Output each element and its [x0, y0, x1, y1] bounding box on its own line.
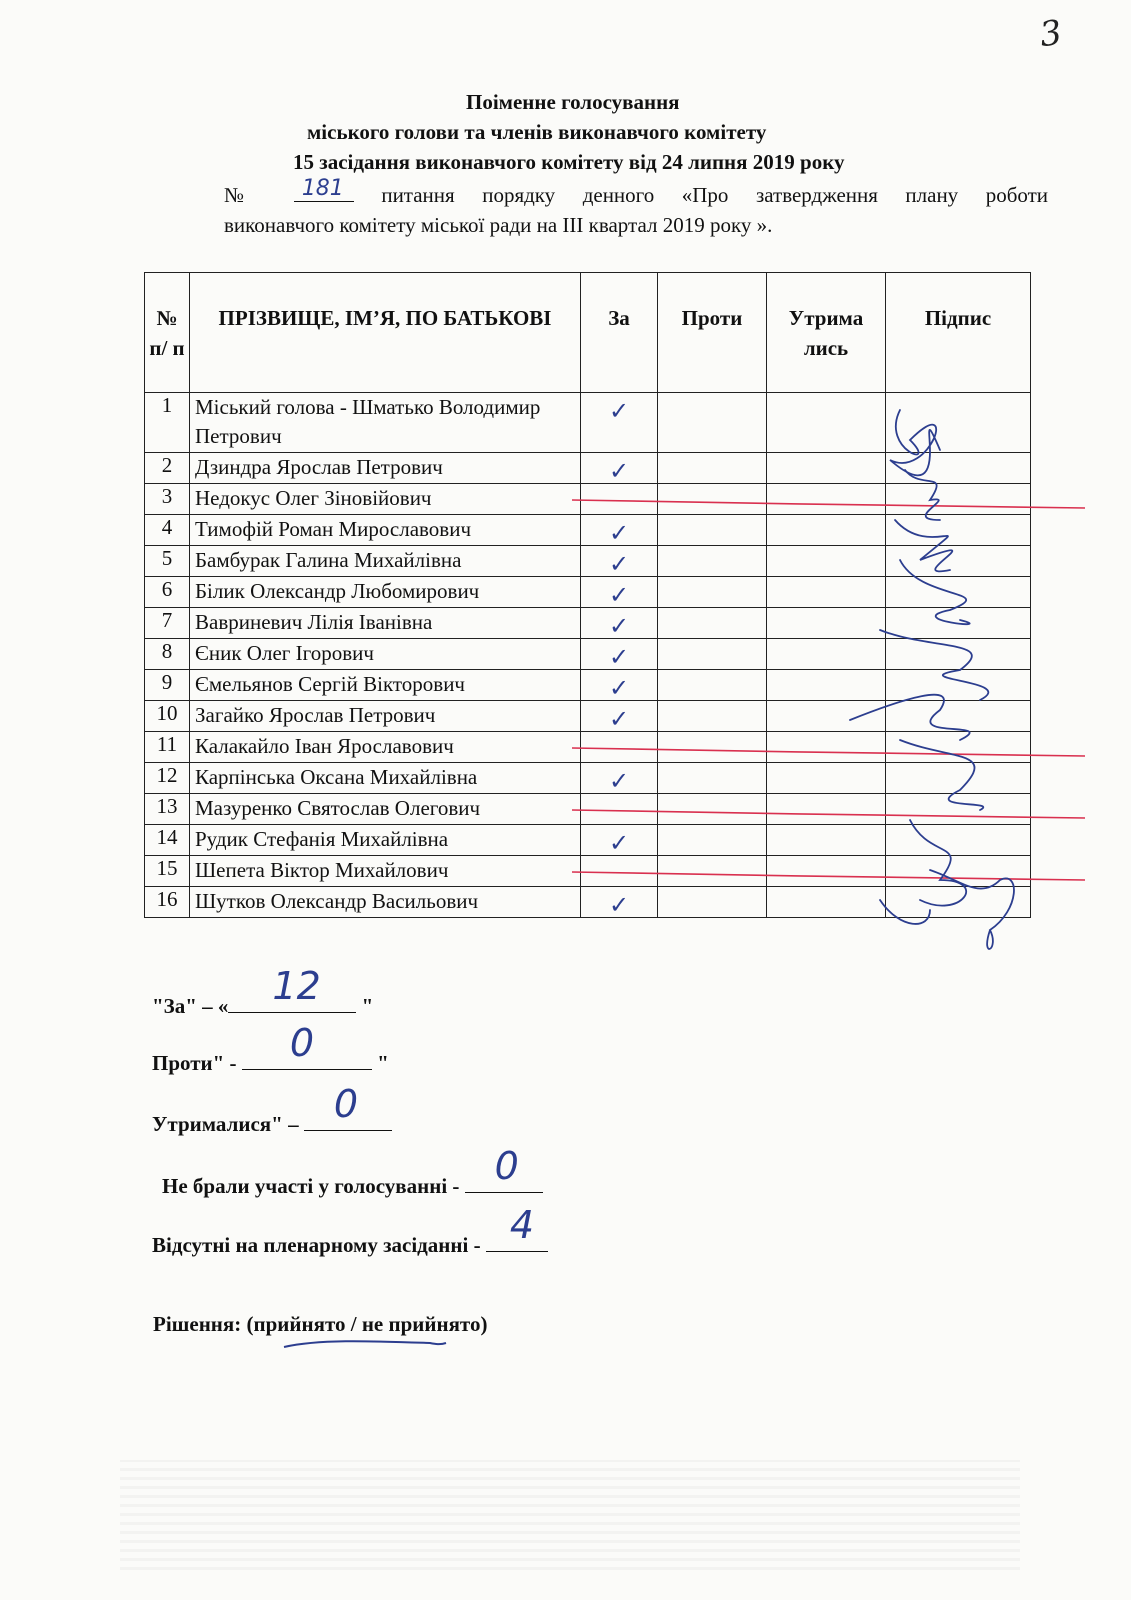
- row-name: Шепета Віктор Михайлович: [190, 856, 581, 887]
- row-name: Рудик Стефанія Михайлівна: [190, 825, 581, 856]
- summary-abstained-label: Утрималися" –: [152, 1112, 299, 1136]
- row-number: 14: [145, 825, 190, 856]
- col-header-abstained: Утрима лись: [767, 273, 886, 393]
- row-against-cell: [658, 794, 767, 825]
- row-name: Загайко Ярослав Петрович: [190, 701, 581, 732]
- table-row: [145, 546, 1031, 577]
- decision-line: Рішення: (прийнято / не прийнято): [153, 1312, 488, 1336]
- row-abstained-cell: [767, 484, 886, 515]
- summary-for-value: 12: [272, 964, 321, 1008]
- agenda-line-1: [224, 176, 1049, 211]
- row-against-cell: [658, 763, 767, 794]
- table-row: [145, 670, 1031, 701]
- table-row: [145, 515, 1031, 546]
- summary-absent-value: 4: [509, 1203, 535, 1247]
- summary-against: [152, 1021, 389, 1076]
- agenda-text-1: питання порядку денного «Про затвердження плану роботи: [381, 183, 1049, 207]
- row-for-cell: [581, 453, 658, 484]
- row-for-cell: [581, 701, 658, 732]
- check-mark-icon: ✓: [608, 769, 630, 795]
- row-signature-cell: [886, 515, 1031, 546]
- check-mark-icon: ✓: [608, 645, 630, 671]
- col-header-against: Проти: [658, 273, 767, 393]
- row-number: 16: [145, 887, 190, 918]
- row-name: Міський голова - Шматько Володимир Петрович: [190, 393, 581, 453]
- row-signature-cell: [886, 794, 1031, 825]
- row-for-cell: [581, 546, 658, 577]
- summary-against-value: 0: [289, 1021, 314, 1065]
- check-mark-icon: ✓: [608, 614, 630, 640]
- check-mark-icon: ✓: [608, 521, 630, 547]
- row-against-cell: [658, 453, 767, 484]
- row-number: 1: [145, 393, 190, 453]
- summary-not-voted-value: 0: [494, 1144, 519, 1188]
- row-signature-cell: [886, 701, 1031, 732]
- row-against-cell: [658, 825, 767, 856]
- row-number: 8: [145, 639, 190, 670]
- document-subtitle: міського голови та членів виконавчого комітету: [307, 120, 767, 144]
- table-row: [145, 484, 1031, 515]
- row-against-cell: [658, 546, 767, 577]
- row-signature-cell: [886, 608, 1031, 639]
- row-against-cell: [658, 515, 767, 546]
- row-for-cell: [581, 393, 658, 453]
- check-mark-icon: ✓: [608, 583, 630, 609]
- row-number: 6: [145, 577, 190, 608]
- summary-absent-blank: [486, 1203, 548, 1252]
- row-signature-cell: [886, 825, 1031, 856]
- row-abstained-cell: [767, 453, 886, 484]
- check-mark-icon: ✓: [608, 459, 630, 485]
- row-abstained-cell: [767, 639, 886, 670]
- table-body: [145, 393, 1031, 918]
- summary-against-label: Проти" -: [152, 1051, 237, 1075]
- summary-not-voted-label: Не брали участі у голосуванні -: [162, 1174, 460, 1198]
- check-mark-icon: ✓: [608, 676, 630, 702]
- row-against-cell: [658, 577, 767, 608]
- check-mark-icon: ✓: [608, 893, 630, 919]
- row-abstained-cell: [767, 701, 886, 732]
- row-abstained-cell: [767, 825, 886, 856]
- row-for-cell: [581, 732, 658, 763]
- roll-call-table: [144, 272, 1031, 918]
- row-abstained-cell: [767, 670, 886, 701]
- row-name: Бамбурак Галина Михайлівна: [190, 546, 581, 577]
- summary-absent-label: Відсутні на пленарному засіданні -: [152, 1233, 481, 1257]
- row-against-cell: [658, 639, 767, 670]
- row-against-cell: [658, 701, 767, 732]
- row-against-cell: [658, 732, 767, 763]
- row-signature-cell: [886, 546, 1031, 577]
- row-signature-cell: [886, 732, 1031, 763]
- table-row: [145, 732, 1031, 763]
- table-row: [145, 393, 1031, 453]
- row-abstained-cell: [767, 732, 886, 763]
- table-row: [145, 639, 1031, 670]
- row-number: 7: [145, 608, 190, 639]
- row-for-cell: [581, 577, 658, 608]
- row-for-cell: [581, 887, 658, 918]
- table-row: [145, 608, 1031, 639]
- row-against-cell: [658, 670, 767, 701]
- check-mark-icon: ✓: [608, 399, 630, 425]
- row-against-cell: [658, 608, 767, 639]
- col-header-number: № п/ п: [145, 273, 190, 393]
- meeting-info: 15 засідання виконавчого комітету від 24 липня 2019 року: [293, 150, 845, 174]
- row-against-cell: [658, 393, 767, 453]
- row-name: Білик Олександр Любомирович: [190, 577, 581, 608]
- check-mark-icon: ✓: [608, 552, 630, 578]
- table-row: [145, 794, 1031, 825]
- row-signature-cell: [886, 484, 1031, 515]
- row-abstained-cell: [767, 794, 886, 825]
- row-name: Єник Олег Ігорович: [190, 639, 581, 670]
- row-number: 5: [145, 546, 190, 577]
- row-number: 4: [145, 515, 190, 546]
- row-abstained-cell: [767, 546, 886, 577]
- row-abstained-cell: [767, 856, 886, 887]
- row-number: 13: [145, 794, 190, 825]
- row-number: 12: [145, 763, 190, 794]
- row-signature-cell: [886, 763, 1031, 794]
- row-number: 11: [145, 732, 190, 763]
- row-number: 9: [145, 670, 190, 701]
- row-for-cell: [581, 794, 658, 825]
- row-signature-cell: [886, 453, 1031, 484]
- row-against-cell: [658, 856, 767, 887]
- agenda-number-sign: №: [224, 183, 267, 207]
- row-signature-cell: [886, 670, 1031, 701]
- summary-against-blank: [242, 1021, 372, 1070]
- row-signature-cell: [886, 577, 1031, 608]
- row-name: Тимофій Роман Мирославович: [190, 515, 581, 546]
- check-mark-icon: ✓: [608, 831, 630, 857]
- summary-against-end: ": [377, 1051, 389, 1075]
- row-abstained-cell: [767, 577, 886, 608]
- row-name: Шутков Олександр Васильович: [190, 887, 581, 918]
- summary-for-label: "За" – «: [152, 994, 229, 1018]
- row-for-cell: [581, 670, 658, 701]
- row-name: Дзиндра Ярослав Петрович: [190, 453, 581, 484]
- row-for-cell: [581, 608, 658, 639]
- row-abstained-cell: [767, 887, 886, 918]
- summary-absent: [152, 1203, 548, 1258]
- row-number: 15: [145, 856, 190, 887]
- summary-for-end: ": [361, 994, 374, 1018]
- row-name: Недокус Олег Зіновійович: [190, 484, 581, 515]
- table-row: [145, 856, 1031, 887]
- col-header-name: ПРІЗВИЩЕ, ІМ’Я, ПО БАТЬКОВІ: [190, 273, 581, 393]
- summary-not-voted-blank: [465, 1144, 543, 1193]
- row-abstained-cell: [767, 763, 886, 794]
- table-row: [145, 701, 1031, 732]
- decision-underline-scribble: [280, 1333, 450, 1353]
- row-for-cell: [581, 856, 658, 887]
- summary-for-blank: [228, 964, 356, 1013]
- row-abstained-cell: [767, 515, 886, 546]
- row-for-cell: [581, 515, 658, 546]
- document-title: Поіменне голосування: [466, 90, 680, 114]
- row-name: Карпінська Оксана Михайлівна: [190, 763, 581, 794]
- row-number: 3: [145, 484, 190, 515]
- row-signature-cell: [886, 856, 1031, 887]
- page-number: 3: [1037, 12, 1065, 56]
- row-number: 10: [145, 701, 190, 732]
- summary-abstained-value: 0: [333, 1082, 359, 1126]
- agenda-line-2: виконавчого комітету міської ради на ІІІ квартал 2019 року ».: [224, 213, 773, 237]
- col-header-for: За: [581, 273, 658, 393]
- table-row: [145, 577, 1031, 608]
- row-abstained-cell: [767, 608, 886, 639]
- row-name: Калакайло Іван Ярославович: [190, 732, 581, 763]
- row-for-cell: [581, 639, 658, 670]
- row-number: 2: [145, 453, 190, 484]
- agenda-number-blank: [294, 176, 354, 202]
- row-abstained-cell: [767, 393, 886, 453]
- table-row: [145, 887, 1031, 918]
- row-signature-cell: [886, 639, 1031, 670]
- summary-not-voted: [162, 1144, 543, 1199]
- row-for-cell: [581, 484, 658, 515]
- row-against-cell: [658, 484, 767, 515]
- summary-abstained: [152, 1082, 392, 1137]
- table-row: [145, 763, 1031, 794]
- row-name: Мазуренко Святослав Олегович: [190, 794, 581, 825]
- table-row: [145, 453, 1031, 484]
- row-name: Вавриневич Лілія Іванівна: [190, 608, 581, 639]
- summary-for: [152, 964, 374, 1019]
- row-for-cell: [581, 825, 658, 856]
- table-row: [145, 825, 1031, 856]
- check-mark-icon: ✓: [608, 707, 630, 733]
- row-for-cell: [581, 763, 658, 794]
- summary-abstained-blank: [304, 1082, 392, 1131]
- row-name: Ємельянов Сергій Вікторович: [190, 670, 581, 701]
- row-against-cell: [658, 887, 767, 918]
- row-signature-cell: [886, 887, 1031, 918]
- row-signature-cell: [886, 393, 1031, 453]
- scan-bleed-texture: [120, 1460, 1020, 1570]
- col-header-signature: Підпис: [886, 273, 1031, 393]
- agenda-number-handwritten: 181: [301, 176, 344, 201]
